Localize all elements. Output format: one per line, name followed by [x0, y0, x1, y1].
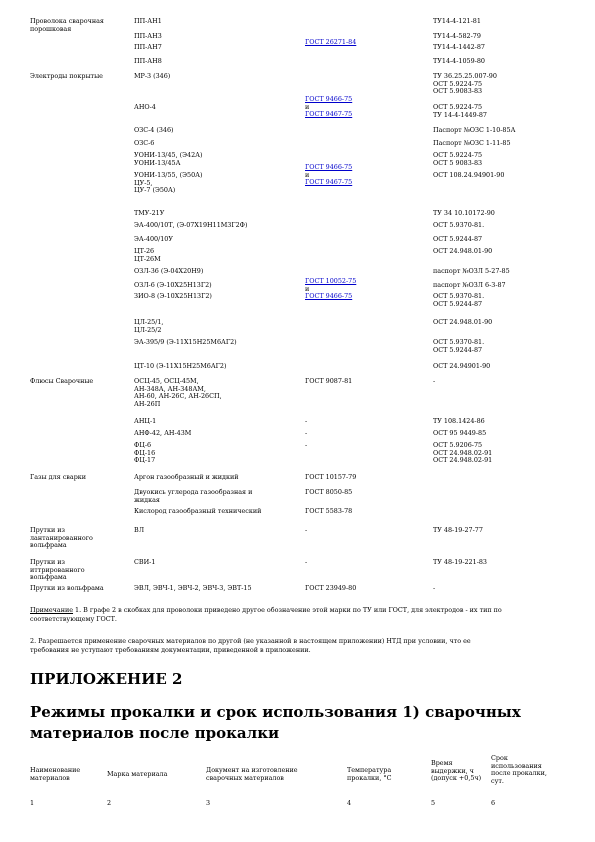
cell-c3-row-9[interactable] — [305, 164, 352, 187]
cell-c4-row-0: ТУ14-4-121-81 — [433, 17, 481, 25]
appendix-subtitle: Режимы прокалки и срок использования 1) сварочных материалов после прокалки — [30, 703, 521, 742]
cell-c4-row-27: ТУ 48-19-27-77 — [433, 526, 483, 534]
standard-link[interactable]: ГОСТ 9466-75 — [305, 292, 353, 301]
cell-c4-row-1: ТУ14-4-582-79 — [433, 32, 481, 40]
cell-c4-row-13: ОСТ 24.948.01-90 — [433, 247, 493, 255]
cell-c3-row-21: - — [305, 417, 308, 425]
table2-column-number-1: 1 — [30, 799, 35, 807]
cell-c4-row-7: Паспорт №ОЗС 1-11-85 — [433, 139, 511, 147]
cell-c2-row-23: ФЦ-6 ФЦ-16 ФЦ-17 — [134, 441, 156, 465]
cell-c3-row-27: - — [305, 526, 308, 534]
cell-c3-row-22: - — [305, 429, 308, 437]
cell-c4-row-6: Паспорт №ОЗС 1-10-85А — [433, 126, 516, 134]
cell-c4-row-20: - — [433, 377, 436, 385]
table2-column-number-6: 6 — [491, 799, 496, 807]
cell-c3-row-2[interactable] — [305, 39, 356, 47]
cell-c2-row-27: ВЛ — [134, 526, 145, 534]
note-1 — [30, 606, 575, 624]
standard-link[interactable]: ГОСТ 9467-75 — [305, 178, 353, 187]
cell-c1-row-20: Флюсы Сварочные — [30, 377, 94, 385]
standard-link: и — [305, 284, 310, 293]
cell-c1-row-28: Прутки из иттрированного вольфрама — [30, 558, 85, 582]
cell-c2-row-3: ПП-АН8 — [134, 57, 162, 65]
cell-c2-row-22: АНФ-42, АН-43М — [134, 429, 192, 437]
standard-link[interactable]: ГОСТ 10052-75 — [305, 277, 357, 285]
standard-link: и — [305, 170, 310, 179]
cell-c4-row-15: паспорт №ОЗЛ 6-3-87 — [433, 281, 506, 289]
cell-c4-row-9: ОСТ 108.24.94901-90 — [433, 171, 505, 179]
table2-header-6: Срок использования после прокалки, сут. — [491, 754, 547, 785]
table2-column-number-5: 5 — [431, 799, 436, 807]
cell-c4-row-3: ТУ14-4-1059-80 — [433, 57, 485, 65]
standard-link[interactable]: ГОСТ 9466-75 — [305, 95, 353, 103]
cell-c1-row-24: Газы для сварки — [30, 473, 87, 481]
cell-c2-row-9: УОНИ-13/55, (Э50А) ЦУ-5, ЦУ-7 (Э50А) — [134, 171, 203, 195]
appendix-title: ПРИЛОЖЕНИЕ 2 — [30, 670, 183, 688]
cell-c4-row-5: ОСТ 5.9224-75 ТУ 14-4-1449-87 — [433, 103, 487, 119]
cell-c4-row-28: ТУ 48-19-221-83 — [433, 558, 487, 566]
cell-c2-row-26: Кислород газообразный технический — [134, 507, 262, 515]
cell-c4-row-10: ТУ 34 10.10172-90 — [433, 209, 495, 217]
table2-header-1: Наименование материалов — [30, 766, 81, 782]
cell-c3-row-20: ГОСТ 9087-81 — [305, 377, 353, 385]
cell-c4-row-29: - — [433, 584, 436, 592]
note-2: 2. Разрешается применение сварочных материалов по другой (не указанной в настоящем приложении) НТД при условии, что ее требования не уступают требованиям документации, приведенной в приложении. — [30, 637, 471, 654]
cell-c2-row-0: ПП-АН1 — [134, 17, 162, 25]
cell-c4-row-11: ОСТ 5.9370-81. — [433, 221, 485, 229]
cell-c2-row-8: УОНИ-13/45, (Э42А) УОНИ-13/45А — [134, 151, 203, 167]
cell-c2-row-25: Двуокись углерода газообразная и жидкая — [134, 488, 253, 504]
standard-link[interactable]: ГОСТ 9466-75 — [305, 163, 353, 171]
cell-c2-row-17: ЦЛ-25/1, ЦЛ-25/2 — [134, 318, 164, 334]
table2-header-4: Температура прокалки, °С — [347, 766, 392, 782]
cell-c2-row-24: Аргон газообразный и жидкий — [134, 473, 239, 481]
note-1-text: 1. В графе 2 в скобках для проволоки приведено другое обозначение этой марки по ТУ или ГОСТ, для электродов - их тип по соответствующему ГОСТ. — [30, 606, 502, 623]
cell-c4-row-8: ОСТ 5.9224-75 ОСТ 5 9083-83 — [433, 151, 483, 167]
table2-header-2: Марка материала — [107, 770, 168, 778]
cell-c2-row-29: ЭВЛ, ЭВЧ-1, ЭВЧ-2, ЭВЧ-3, ЭВТ-15 — [134, 584, 252, 592]
table2-header-3: Документ на изготовление сварочных материалов — [206, 766, 298, 782]
cell-c4-row-21: ТУ 108.1424-86 — [433, 417, 485, 425]
cell-c4-row-4: ТУ 36.25.25.007-90 ОСТ 5.9224-75 ОСТ 5.9083-83 — [433, 72, 497, 96]
cell-c3-row-29: ГОСТ 23949-80 — [305, 584, 357, 592]
cell-c2-row-19: ЦТ-10 (Э-11Х15Н25М6АГ2) — [134, 362, 227, 370]
cell-c1-row-0: Проволока сварочная порошковая — [30, 17, 104, 33]
cell-c2-row-10: ТМУ-21У — [134, 209, 165, 217]
cell-c4-row-22: ОСТ 95 9449-85 — [433, 429, 487, 437]
table2-header-5: Время выдержки, ч (допуск +0,5ч) — [431, 759, 482, 783]
cell-c3-row-25: ГОСТ 8050-85 — [305, 488, 353, 496]
cell-c2-row-12: ЭА-400/10У — [134, 235, 173, 243]
standard-link[interactable]: ГОСТ 26271-84 — [305, 38, 357, 46]
cell-c1-row-27: Прутки из лантанированного вольфрама — [30, 526, 93, 550]
cell-c2-row-15: ОЗЛ-6 (Э-10Х25Н13Г2) — [134, 281, 212, 289]
standard-link: и — [305, 102, 310, 111]
cell-c2-row-28: СВИ-1 — [134, 558, 156, 566]
cell-c3-row-26: ГОСТ 5583-78 — [305, 507, 353, 515]
cell-c4-row-12: ОСТ 5.9244-87 — [433, 235, 483, 243]
cell-c2-row-14: ОЗЛ-36 (Э-04Х20Н9) — [134, 267, 204, 275]
cell-c2-row-4: МР-3 (346) — [134, 72, 171, 80]
cell-c3-row-28: - — [305, 558, 308, 566]
cell-c1-row-4: Электроды покрытые — [30, 72, 103, 80]
cell-c2-row-11: ЭА-400/10Т, (Э-07Х19Н11М3Г2Ф) — [134, 221, 248, 229]
cell-c3-row-23: - — [305, 441, 308, 449]
cell-c4-row-23: ОСТ 5.9206-75 ОСТ 24.948.02-91 ОСТ 24.948.02-91 — [433, 441, 493, 465]
table2-column-number-2: 2 — [107, 799, 112, 807]
cell-c4-row-2: ТУ14-4-1442-87 — [433, 43, 485, 51]
cell-c3-row-5[interactable] — [305, 96, 352, 119]
note-1-label: Примечание — [30, 606, 74, 614]
cell-c4-row-14: паспорт №ОЗЛ 5-27-85 — [433, 267, 510, 275]
cell-c2-row-2: ПП-АН7 — [134, 43, 162, 51]
cell-c2-row-13: ЦТ-26 ЦТ-26М — [134, 247, 161, 263]
cell-c2-row-21: АНЦ-1 — [134, 417, 157, 425]
table2-column-number-4: 4 — [347, 799, 352, 807]
cell-c2-row-20: ОСЦ-45, ОСЦ-45М, АН-348А, АН-348АМ, АН-60, АН-26С, АН-26СП, АН-26П — [134, 377, 222, 408]
cell-c3-row-24: ГОСТ 10157-79 — [305, 473, 357, 481]
cell-c2-row-6: ОЗС-4 (346) — [134, 126, 174, 134]
cell-c1-row-29: Прутки из вольфрама — [30, 584, 104, 592]
cell-c4-row-19: ОСТ 24.94901-90 — [433, 362, 491, 370]
cell-c2-row-18: ЭА-395/9 (Э-11Х15Н25М6АГ2) — [134, 338, 237, 346]
cell-c4-row-18: ОСТ 5.9370-81. ОСТ 5.9244-87 — [433, 338, 485, 354]
cell-c2-row-1: ПП-АН3 — [134, 32, 162, 40]
cell-c4-row-17: ОСТ 24.948.01-90 — [433, 318, 493, 326]
cell-c2-row-7: ОЗС-6 — [134, 139, 155, 147]
cell-c2-row-5: АНО-4 — [134, 103, 156, 111]
table2-column-number-3: 3 — [206, 799, 211, 807]
standard-link[interactable]: ГОСТ 9467-75 — [305, 110, 353, 119]
cell-c4-row-16: ОСТ 5.9370-81. ОСТ 5.9244-87 — [433, 292, 485, 308]
cell-c2-row-16: ЗИО-8 (Э-10Х25Н13Г2) — [134, 292, 212, 300]
cell-c3-row-15[interactable] — [305, 278, 356, 301]
